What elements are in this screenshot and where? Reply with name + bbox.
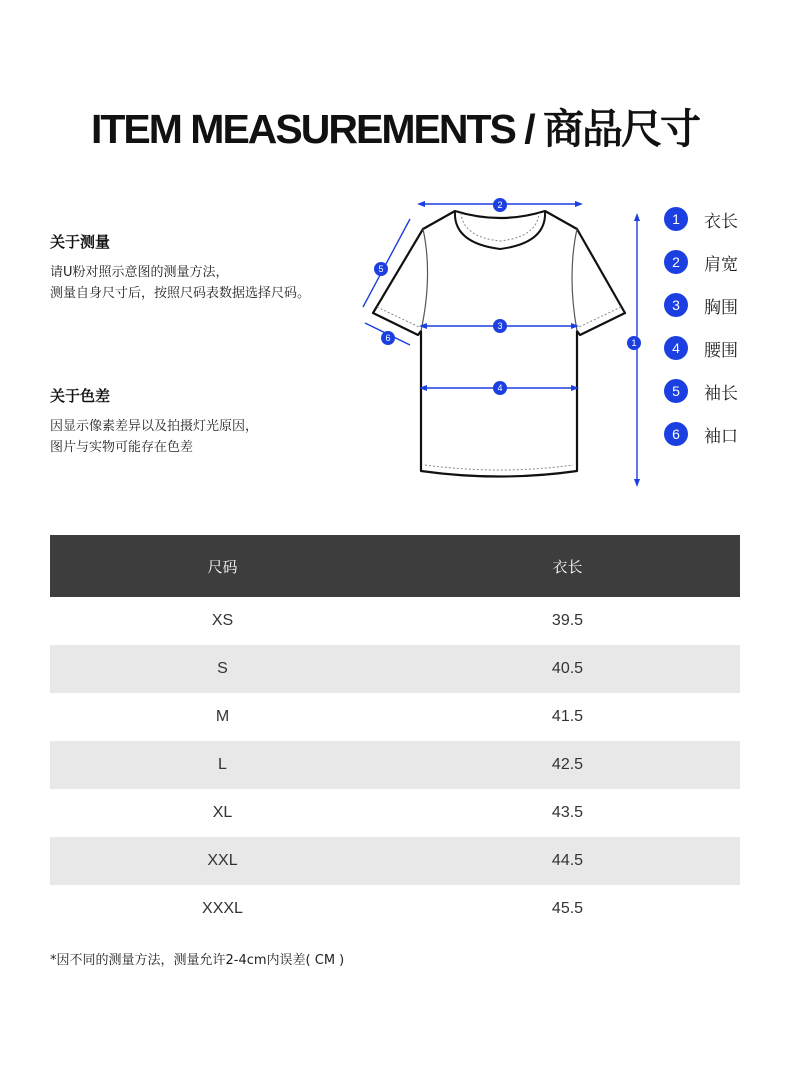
table-row <box>50 837 740 885</box>
footnote: *因不同的测量方法，测量允许2-4cm内误差( CM ) <box>50 953 345 968</box>
header-size: 尺码 <box>207 557 238 576</box>
table-row <box>50 741 740 789</box>
legend-item <box>664 206 738 232</box>
marker-length-label: 1 <box>631 338 637 348</box>
length-cell: 44.5 <box>551 852 584 869</box>
marker-cuff-label: 6 <box>385 333 391 343</box>
size-cell: XXL <box>207 852 238 869</box>
marker-waist-label: 4 <box>497 383 503 393</box>
number-badge: 6 <box>664 422 688 446</box>
legend-label: 袖长 <box>704 383 738 404</box>
table-row <box>50 645 740 693</box>
length-cell: 40.5 <box>551 660 584 677</box>
marker-sleeve-label: 5 <box>378 264 384 274</box>
legend-item <box>664 378 738 404</box>
table-row <box>50 885 740 933</box>
size-cell: XL <box>212 804 233 821</box>
number-badge: 1 <box>664 207 688 231</box>
size-cell: XXXL <box>202 900 243 917</box>
measure-note-line: 测量自身尺寸后，按照尺码表数据选择尺码。 <box>50 286 311 301</box>
legend-item <box>664 335 738 361</box>
table-row <box>50 597 740 645</box>
page-title: ITEM MEASUREMENTS / 商品尺寸 <box>90 106 700 152</box>
legend-item <box>664 292 738 318</box>
size-cell: XS <box>211 612 234 629</box>
length-cell: 45.5 <box>551 900 584 917</box>
table-row <box>50 693 740 741</box>
legend-label: 肩宽 <box>704 254 738 275</box>
number-badge: 3 <box>664 293 688 317</box>
tshirt-outline <box>373 211 625 477</box>
marker-chest-label: 3 <box>497 321 503 331</box>
size-cell: M <box>215 708 230 725</box>
measure-note-line: 请U粉对照示意图的测量方法， <box>50 265 229 280</box>
measure-note-heading: 关于测量 <box>50 233 111 251</box>
color-note-heading: 关于色差 <box>50 387 111 405</box>
legend-label: 腰围 <box>704 340 738 361</box>
size-table-header <box>50 535 740 597</box>
color-note <box>50 385 258 458</box>
size-cell: L <box>218 756 227 773</box>
legend-label: 袖口 <box>704 426 738 447</box>
length-cell: 43.5 <box>551 804 584 821</box>
size-cell: S <box>217 660 228 677</box>
size-table <box>50 535 740 933</box>
length-cell: 39.5 <box>551 612 584 629</box>
tshirt-diagram <box>355 195 655 490</box>
measurement-legend <box>664 206 738 464</box>
marker-shoulder-label: 2 <box>497 200 503 210</box>
header-length: 衣长 <box>552 557 583 576</box>
color-note-line: 因显示像素差异以及拍摄灯光原因， <box>50 419 259 434</box>
legend-item <box>664 421 738 447</box>
length-cell: 41.5 <box>551 708 584 725</box>
color-note-line: 图片与实物可能存在色差 <box>50 440 194 455</box>
measure-note <box>50 231 310 304</box>
number-badge: 2 <box>664 250 688 274</box>
number-badge: 4 <box>664 336 688 360</box>
number-badge: 5 <box>664 379 688 403</box>
table-row <box>50 789 740 837</box>
legend-label: 衣长 <box>704 211 738 232</box>
legend-label: 胸围 <box>704 297 738 318</box>
length-cell: 42.5 <box>551 756 584 773</box>
legend-item <box>664 249 738 275</box>
